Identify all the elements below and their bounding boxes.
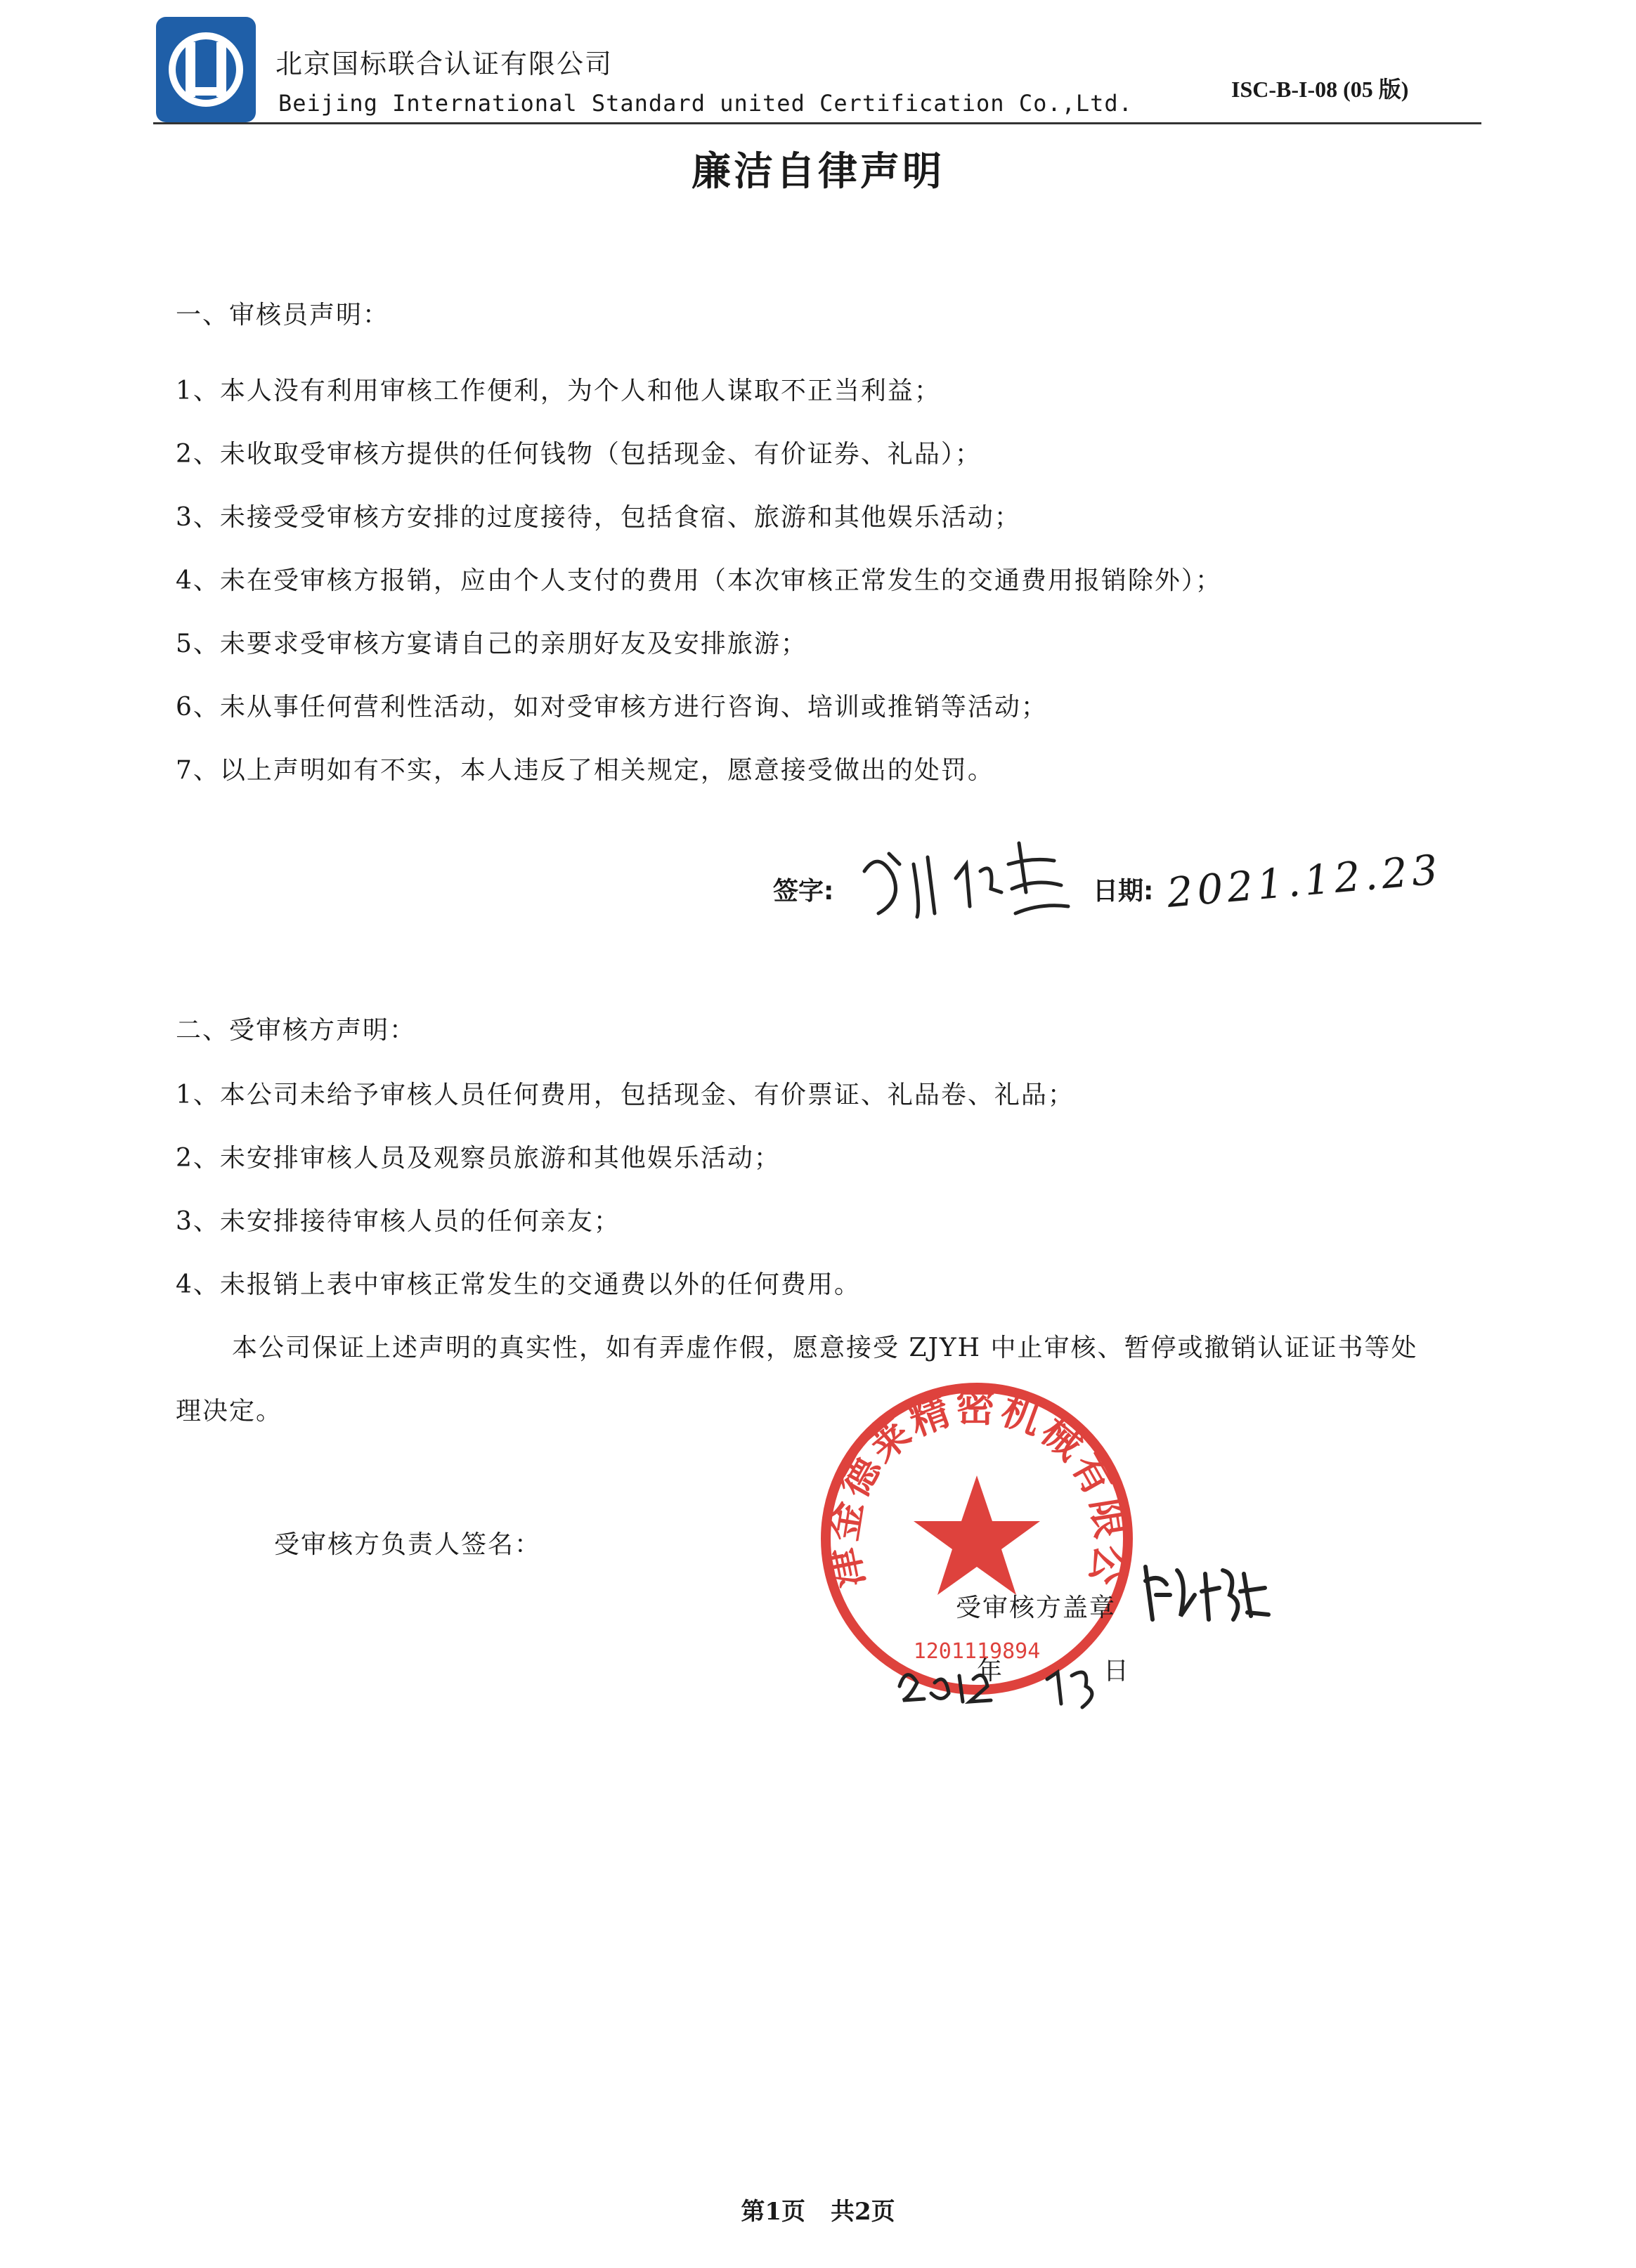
page-number: 第1页 bbox=[741, 2198, 805, 2226]
auditor-section-heading: 一、审核员声明： bbox=[176, 301, 390, 330]
date-day-label: 日 bbox=[1103, 1657, 1131, 1686]
auditee-item: 4、未报销上表中审核正常发生的交通费以外的任何费用。 bbox=[176, 1270, 861, 1299]
company-name-cn: 北京国标联合认证有限公司 bbox=[275, 48, 614, 79]
signature-label: 签字: bbox=[773, 877, 834, 906]
auditee-item: 1、本公司未给予审核人员任何费用，包括现金、有价票证、礼品卷、礼品； bbox=[176, 1081, 1075, 1109]
auditor-item: 7、以上声明如有不实，本人违反了相关规定，愿意接受做出的处罚。 bbox=[176, 756, 994, 785]
date-label: 日期: bbox=[1093, 877, 1154, 906]
auditor-item: 1、本人没有利用审核工作便利，为个人和他人谋取不正当利益； bbox=[176, 377, 941, 405]
page-title: 廉洁自律声明 bbox=[692, 149, 944, 195]
auditee-handwritten-signature bbox=[1138, 1553, 1272, 1630]
auditee-item: 2、未安排审核人员及观察员旅游和其他娱乐活动； bbox=[176, 1144, 781, 1173]
date-year-label: 年 bbox=[977, 1657, 1004, 1686]
company-name-en: Beijing International Standard united Certification Co.,Ltd. bbox=[278, 90, 1133, 117]
auditor-item: 2、未收取受审核方提供的任何钱物（包括现金、有价证券、礼品）； bbox=[176, 440, 982, 469]
header-divider bbox=[153, 122, 1481, 124]
auditor-handwritten-signature bbox=[850, 822, 1075, 927]
auditee-item: 3、未安排接待审核人员的任何亲友； bbox=[176, 1207, 621, 1236]
page-total: 共2页 bbox=[831, 2198, 895, 2226]
seal-company-name: 津金德莱精密机械有限公 bbox=[820, 1385, 1134, 1591]
responsible-signature-label: 受审核方负责人签名： bbox=[274, 1530, 542, 1559]
auditor-item: 5、未要求受审核方宴请自己的亲朋好友及安排旅游； bbox=[176, 630, 807, 658]
page-footer bbox=[0, 2192, 1636, 2227]
auditor-handwritten-date: 2021.12.23 bbox=[1164, 845, 1444, 917]
stamp-label: 受审核方盖章 bbox=[956, 1594, 1117, 1622]
auditee-handwritten-date bbox=[892, 1644, 1124, 1714]
guarantee-statement: 本公司保证上述声明的真实性，如有弄虚作假，愿意接受 ZJYH 中止审核、暂停或撤销认证证书等处 bbox=[232, 1334, 1418, 1362]
auditor-item: 6、未从事任何营利性活动，如对受审核方进行咨询、培训或推销等活动； bbox=[176, 693, 1048, 722]
auditee-section-heading: 二、受审核方声明： bbox=[176, 1016, 417, 1045]
auditor-item: 3、未接受受审核方安排的过度接待，包括食宿、旅游和其他娱乐活动； bbox=[176, 503, 1021, 532]
company-logo bbox=[153, 14, 259, 125]
guarantee-statement-cont: 理决定。 bbox=[176, 1397, 283, 1426]
document-code: ISC-B-I-08 (05 版) bbox=[1231, 77, 1409, 102]
auditor-item: 4、未在受审核方报销，应由个人支付的费用（本次审核正常发生的交通费用报销除外）； bbox=[176, 566, 1222, 595]
seal-number: 1201119894 bbox=[913, 1639, 1041, 1664]
